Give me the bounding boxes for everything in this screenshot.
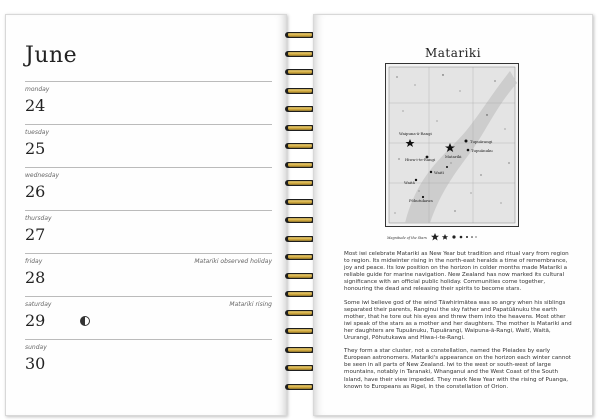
spiral-ring [284, 141, 316, 151]
spiral-ring [284, 326, 316, 336]
article-paragraph: They form a star cluster, not a constellation, named the Pleiades by early European astronomers. Matariki's appearance on the horizon each winter cannot be seen in all parts of New Zealand. Iwi to the west or south-west of large mountains, notably in Taranaki, Whanganui and the West Coast of the South Island, have their view impeded. They mark New Year with the rising of Puanga, known to Europeans as Rigel, in the constellation of Orion. [344, 348, 571, 390]
spiral-ring [284, 178, 316, 188]
day-number: 26 [25, 182, 46, 201]
spiral-ring [284, 289, 316, 299]
map-label-tupuarangi: Tupuārangi [470, 139, 493, 144]
day-number: 27 [25, 225, 46, 244]
day-row-sunday [25, 339, 272, 384]
rising-note: Matariki rising [229, 301, 272, 308]
day-name: wednesday [25, 172, 60, 179]
spiral-ring [284, 363, 316, 373]
map-label-waiti: Waitī [434, 170, 444, 175]
day-row-friday [25, 253, 272, 298]
spiral-ring [284, 104, 316, 114]
article-title: Matariki [424, 46, 482, 60]
spiral-ring [284, 345, 316, 355]
spiral-ring [284, 30, 316, 40]
day-row-saturday [25, 296, 272, 341]
spiral-ring [284, 252, 316, 262]
day-name: saturday [25, 301, 52, 308]
day-number: 30 [25, 354, 46, 373]
moon-phase-icon [79, 315, 91, 327]
month-title: June [25, 43, 78, 68]
legend-label: Magnitude of the Stars [387, 236, 427, 240]
day-row-thursday [25, 210, 272, 255]
day-name: sunday [25, 344, 47, 351]
spiral-ring [284, 123, 316, 133]
map-label-hiwa: Hiwa-i-te-Rangi [405, 157, 436, 162]
holiday-note: Matariki observed holiday [194, 258, 272, 265]
article-paragraph: Some iwi believe god of the wind Tāwhirimātea was so angry when his siblings separated their parents, Ranginui the sky father and Papatūānuku the earth mother, that he tore out his eyes and threw them into the heavens. Most other iwi speak of the stars as a mother and her daughters. The mother is Matariki and her daughters are Tupuānuku, Tupuārangi, Waipuna-ā-Rangi, Waitī, Waitā, Ururangi, Pōhutukawa and Hiwa-i-te-Rangi. [344, 299, 572, 342]
day-name: friday [25, 258, 43, 265]
spiral-ring [284, 197, 316, 207]
map-label-tupuanuku: Tupuānuku [471, 148, 493, 153]
day-name: monday [25, 86, 50, 93]
day-row-wednesday [25, 167, 272, 212]
spiral-ring [284, 308, 316, 318]
day-number: 28 [25, 268, 46, 287]
day-name: tuesday [25, 129, 50, 136]
day-number: 29 [25, 311, 46, 330]
map-label-matariki: Matariki [445, 154, 462, 159]
day-number: 25 [25, 139, 46, 158]
spiral-ring [284, 382, 316, 392]
article-paragraph: Most iwi celebrate Matariki as New Year but tradition and ritual vary from region to region. Its midwinter rising in the north-east heralds a time of remembrance, joy and peace. Its low position on the horizon in colder months made Matariki a reliable guide for marine navigation. New Zealand has now marked its cultural significance with an official public holiday. Communities come together, honouring the dead and releasing their spirits to become stars. [344, 251, 569, 293]
day-row-monday [25, 81, 272, 126]
spiral-ring [284, 160, 316, 170]
planner-page [5, 14, 287, 416]
spiral-binding [284, 30, 316, 410]
map-label-pohutukawa: Pōhutukawa [409, 198, 433, 203]
spiral-ring [284, 271, 316, 281]
map-label-waita: Waitā [404, 180, 415, 185]
spiral-ring [284, 234, 316, 244]
spiral-ring [284, 49, 316, 59]
day-number: 24 [25, 96, 46, 115]
spiral-ring [284, 67, 316, 77]
star-map-image [385, 63, 519, 227]
map-label-waipuna: Waipuna-ā-Rangi [399, 131, 432, 136]
spiral-ring [284, 215, 316, 225]
article-page [313, 14, 593, 416]
article-body [344, 251, 572, 397]
magnitude-legend [385, 232, 519, 242]
day-name: thursday [25, 215, 52, 222]
spiral-ring [284, 86, 316, 96]
day-row-tuesday [25, 124, 272, 169]
